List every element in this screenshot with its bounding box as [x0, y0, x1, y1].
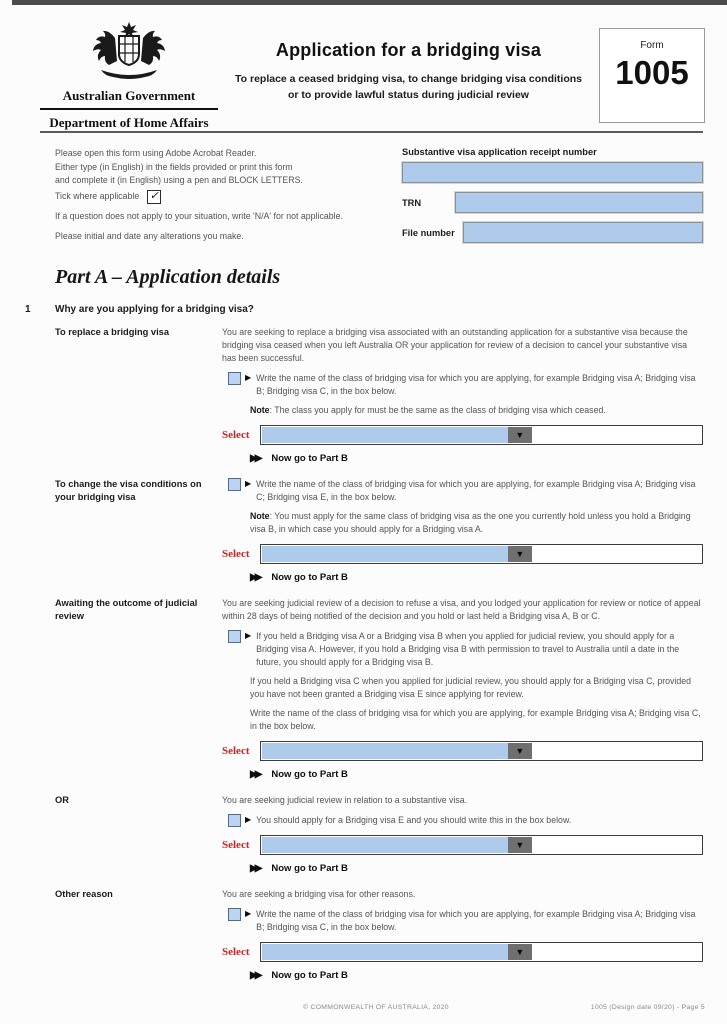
section-judicial-review [0, 597, 703, 780]
receipt-number-label: Substantive visa application receipt number [402, 147, 597, 157]
visa-class-select[interactable] [260, 741, 703, 761]
dropdown-arrow-button[interactable] [508, 837, 532, 853]
option-checkbox[interactable] [228, 372, 241, 385]
select-label: Select [222, 946, 250, 959]
chevron-down-icon: ▼ [515, 839, 525, 850]
section-intro: You are seeking a bridging visa for other reasons. [222, 889, 416, 900]
section-paragraph: Write the name of the class of bridging visa for which you are applying, for example Bridging visa A; Bridging visa C, in the box below. [250, 708, 701, 732]
section-or-substantive [0, 794, 703, 874]
section-change-conditions [0, 478, 703, 583]
bullet-text: If you held a Bridging visa A or a Bridging visa B when you applied for judicial review, you should apply for a Bridging visa A. However, if you hold a Bridging visa B with permission to travel to Australia until a date in the future, you should apply for a Bridging visa B. [256, 631, 680, 668]
section-label: Other reason [55, 889, 113, 900]
australian-coat-of-arms-icon [40, 20, 218, 86]
bullet-text: You should apply for a Bridging visa E and you should write this in the box below. [256, 815, 572, 826]
double-arrow-icon: ▶▶ [250, 453, 260, 465]
goto-part-b: ▶▶ Now go to Part B [250, 572, 348, 584]
bullet-text: Write the name of the class of bridging visa for which you are applying, for example Bridging visa A; Bridging visa B; Bridging visa C, in the box below. [256, 909, 696, 933]
double-arrow-icon: ▶▶ [250, 769, 260, 781]
question-number: 1 [25, 304, 31, 315]
section-intro: You are seeking to replace a bridging visa associated with an outstanding application for a substantive visa because the bridging visa ceased when you left Australia OR your application for review of a decision to cancel your substantive visa has been successful. [222, 327, 688, 364]
section-replace-bridging-visa [0, 326, 703, 464]
instructions-block [55, 147, 400, 249]
option-checkbox[interactable] [228, 814, 241, 827]
visa-class-select[interactable] [260, 835, 703, 855]
check-icon: ✓ [149, 190, 159, 203]
form-number-box [599, 28, 705, 123]
instruction-line: If a question does not apply to your situation, write 'N/A' for not applicable. [55, 210, 343, 221]
right-arrow-icon: ▶ [245, 631, 252, 641]
form-label: Form [640, 40, 664, 51]
title-block [218, 20, 599, 131]
section-note: Note: The class you apply for must be the same as the class of bridging visa which ceased. [250, 405, 606, 416]
form-header [40, 20, 705, 131]
chevron-down-icon: ▼ [515, 745, 525, 756]
question-text: Why are you applying for a bridging visa? [55, 304, 254, 315]
goto-part-b: ▶▶ Now go to Part B [250, 863, 348, 875]
select-label: Select [222, 429, 250, 442]
header-divider [40, 131, 703, 133]
goto-part-b: ▶▶ Now go to Part B [250, 769, 348, 781]
trn-field[interactable] [455, 192, 703, 213]
right-arrow-icon: ▶ [245, 373, 252, 383]
instruction-line: Please initial and date any alterations you make. [55, 230, 244, 241]
trn-label: TRN [402, 197, 422, 208]
section-other-reason [0, 888, 703, 981]
section-paragraph: If you held a Bridging visa C when you applied for judicial review, you should apply for a Bridging visa C, provided you have not been granted a Bridging visa E since applying for review. [250, 676, 692, 700]
visa-class-select[interactable] [260, 425, 703, 445]
section-label: OR [55, 795, 69, 806]
instruction-line: Either type (in English) in the fields provided or print this form [55, 161, 293, 172]
form-number: 1005 [615, 54, 689, 91]
section-note: Note: You must apply for the same class of bridging visa as the one you currently hold unless you hold a Bridging visa B, in which case you should apply for a Bridging visa A. [250, 511, 691, 535]
bullet-text: Write the name of the class of bridging visa for which you are applying, for example Bridging visa A; Bridging visa C; Bridging visa E, in the box below. [256, 479, 696, 503]
select-label: Select [222, 548, 250, 561]
visa-class-select[interactable] [260, 544, 703, 564]
dropdown-arrow-button[interactable] [508, 944, 532, 960]
copyright-text: © COMMONWEALTH OF AUSTRALIA, 2020 [303, 1004, 449, 1011]
section-intro: You are seeking judicial review of a decision to refuse a visa, and you lodged your application for review or notice of appeal within 28 days of being notified of the decision and you hold or last held a Bridging visa A, B or C. [222, 598, 701, 622]
file-number-label: File number [402, 227, 455, 238]
select-label: Select [222, 745, 250, 758]
dropdown-arrow-button[interactable] [508, 546, 532, 562]
government-crest-block [40, 20, 218, 131]
instruction-line: and complete it (in English) using a pen and BLOCK LETTERS. [55, 175, 303, 186]
option-checkbox[interactable] [228, 908, 241, 921]
form-subtitle: To replace a ceased bridging visa, to change bridging visa conditions or to provide lawful status during judicial review [235, 73, 582, 101]
visa-class-select[interactable] [260, 942, 703, 962]
chevron-down-icon: ▼ [515, 946, 525, 957]
right-arrow-icon: ▶ [245, 815, 252, 825]
page-info: 1005 (Design date 09/20) - Page 5 [590, 1004, 705, 1011]
tick-example-checkbox [147, 190, 161, 204]
scan-edge [12, 0, 727, 5]
dropdown-arrow-button[interactable] [508, 743, 532, 759]
double-arrow-icon: ▶▶ [250, 863, 260, 875]
section-label: To replace a bridging visa [55, 327, 170, 337]
section-intro: You are seeking judicial review in relation to a substantive visa. [222, 795, 468, 806]
goto-part-b: ▶▶ Now go to Part B [250, 453, 348, 465]
goto-part-b: ▶▶ Now go to Part B [250, 970, 348, 982]
file-number-field[interactable] [463, 222, 703, 243]
option-checkbox[interactable] [228, 630, 241, 643]
double-arrow-icon: ▶▶ [250, 970, 260, 982]
chevron-down-icon: ▼ [515, 429, 525, 440]
form-title: Application for a bridging visa [275, 40, 542, 60]
chevron-down-icon: ▼ [515, 548, 525, 559]
reference-fields [400, 147, 703, 249]
department-name: Department of Home Affairs [49, 115, 209, 130]
section-label: To change the visa conditions on your bridging visa [55, 479, 202, 503]
receipt-number-field[interactable] [402, 162, 703, 183]
instruction-line: Please open this form using Adobe Acrobat Reader. [55, 148, 257, 158]
double-arrow-icon: ▶▶ [250, 572, 260, 584]
dropdown-arrow-button[interactable] [508, 427, 532, 443]
right-arrow-icon: ▶ [245, 909, 252, 919]
bullet-text: Write the name of the class of bridging visa for which you are applying, for example Bridging visa A; Bridging visa B; Bridging visa C, in the box below. [256, 373, 696, 397]
tick-instruction-label: Tick where applicable [55, 191, 140, 202]
right-arrow-icon: ▶ [245, 479, 252, 489]
select-label: Select [222, 839, 250, 852]
part-a-heading: Part A – Application details [55, 266, 281, 288]
agency-name: Australian Government [40, 88, 218, 110]
section-label: Awaiting the outcome of judicial review [55, 598, 198, 622]
option-checkbox[interactable] [228, 478, 241, 491]
